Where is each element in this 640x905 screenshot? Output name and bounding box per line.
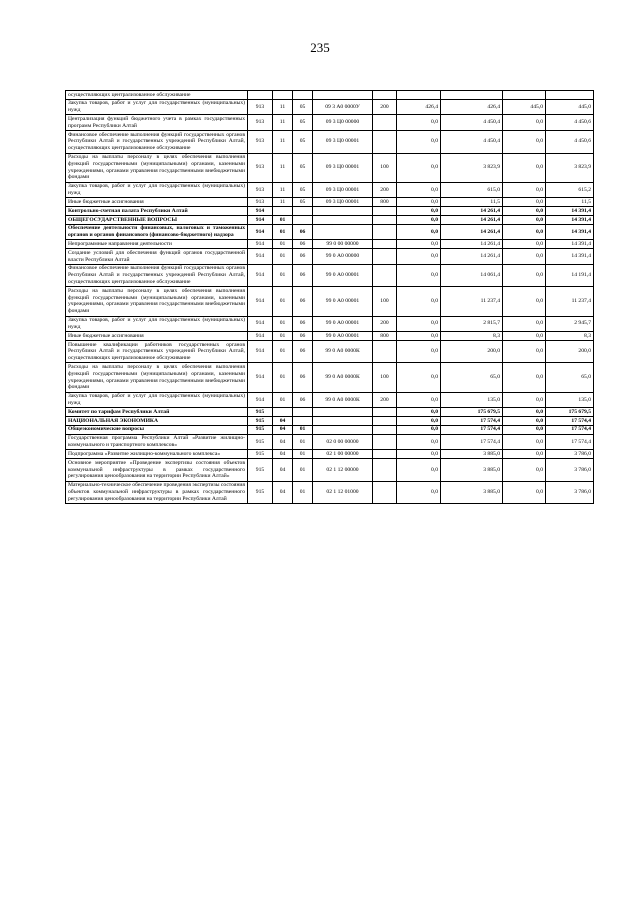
cell-amount-4: 2 945,7 — [546, 316, 594, 332]
cell-section-code: 11 — [273, 198, 293, 207]
table-row — [66, 316, 594, 332]
cell-expense-type-code — [373, 434, 397, 450]
cell-section-code: 11 — [273, 99, 293, 115]
cell-expense-type-code: 800 — [373, 332, 397, 341]
table-row — [66, 249, 594, 265]
cell-row-name: Комитет по тарифам Республики Алтай — [66, 408, 248, 417]
cell-target-article-code — [313, 417, 373, 426]
cell-row-name: Государственная программа Республики Алтай «Развитие жилищно-коммунального и транспортного комплексов» — [66, 434, 248, 450]
cell-amount-4 — [546, 91, 594, 100]
cell-amount-1 — [397, 91, 441, 100]
cell-expense-type-code — [373, 207, 397, 216]
cell-subsection-code: 05 — [293, 115, 313, 131]
cell-expense-type-code — [373, 240, 397, 249]
cell-row-name: осуществляющих централизованное обслуживание — [66, 91, 248, 100]
cell-gov-code: 914 — [248, 224, 273, 240]
table-row — [66, 363, 594, 392]
cell-section-code: 01 — [273, 392, 293, 408]
cell-expense-type-code: 200 — [373, 316, 397, 332]
cell-expense-type-code: 200 — [373, 182, 397, 198]
cell-section-code: 01 — [273, 332, 293, 341]
cell-target-article-code: 99 0 А0 00001 — [313, 287, 373, 316]
cell-expense-type-code — [373, 417, 397, 426]
table-row — [66, 224, 594, 240]
cell-amount-3: 0,0 — [503, 240, 546, 249]
table-row — [66, 207, 594, 216]
cell-amount-4: 3 823,9 — [546, 153, 594, 182]
cell-row-name: Централизация функций бюджетного учета в рамках государственных программ Республики Алтай — [66, 115, 248, 131]
cell-row-name: Закупка товаров, работ и услуг для государственных (муниципальных) нужд — [66, 182, 248, 198]
table-row — [66, 459, 594, 481]
cell-amount-1: 0,0 — [397, 287, 441, 316]
cell-target-article-code: 09 3 Ц0 00001 — [313, 198, 373, 207]
cell-target-article-code: 99 0 А0 0000К — [313, 363, 373, 392]
cell-section-code: 01 — [273, 216, 293, 225]
cell-amount-3: 0,0 — [503, 249, 546, 265]
cell-amount-3: 0,0 — [503, 182, 546, 198]
cell-section-code: 11 — [273, 131, 293, 153]
table-row — [66, 91, 594, 100]
cell-gov-code: 915 — [248, 408, 273, 417]
cell-amount-2: 11,5 — [441, 198, 503, 207]
cell-amount-2: 175 679,5 — [441, 408, 503, 417]
cell-amount-4: 135,0 — [546, 392, 594, 408]
cell-amount-3: 0,0 — [503, 224, 546, 240]
cell-section-code: 01 — [273, 287, 293, 316]
cell-subsection-code: 06 — [293, 287, 313, 316]
cell-amount-4: 8,3 — [546, 332, 594, 341]
cell-amount-4: 3 786,0 — [546, 450, 594, 459]
cell-subsection-code: 05 — [293, 99, 313, 115]
cell-amount-1: 0,0 — [397, 249, 441, 265]
cell-row-name: Создание условий для обеспечения функций органов государственной власти Республики Алтай — [66, 249, 248, 265]
cell-amount-4: 14 391,4 — [546, 240, 594, 249]
cell-gov-code: 914 — [248, 207, 273, 216]
cell-amount-2: 65,0 — [441, 363, 503, 392]
cell-gov-code: 913 — [248, 99, 273, 115]
cell-subsection-code: 01 — [293, 425, 313, 434]
table-row — [66, 153, 594, 182]
cell-gov-code: 914 — [248, 332, 273, 341]
cell-row-name: Контрольно-счетная палата Республики Алтай — [66, 207, 248, 216]
cell-expense-type-code: 200 — [373, 392, 397, 408]
cell-row-name: Расходы на выплаты персоналу в целях обеспечения выполнения функций государственными (муниципальными) органами, казенными учреждениями, органами управления государственными внебюджетными фондами — [66, 153, 248, 182]
cell-subsection-code: 01 — [293, 450, 313, 459]
cell-target-article-code — [313, 425, 373, 434]
cell-amount-3: 0,0 — [503, 316, 546, 332]
table-row — [66, 450, 594, 459]
cell-row-name: Подпрограмма «Развитие жилищно-коммунального комплекса» — [66, 450, 248, 459]
cell-gov-code: 913 — [248, 115, 273, 131]
cell-subsection-code: 06 — [293, 392, 313, 408]
cell-gov-code: 915 — [248, 425, 273, 434]
cell-row-name: Финансовое обеспечение выполнения функций государственных органов Республики Алтай и государственных учреждений Республики Алтай, осуществляющих централизованное обслуживание — [66, 264, 248, 286]
table-row — [66, 115, 594, 131]
cell-amount-3: 0,0 — [503, 198, 546, 207]
cell-amount-4: 14 391,4 — [546, 216, 594, 225]
cell-subsection-code: 05 — [293, 131, 313, 153]
table-row — [66, 240, 594, 249]
cell-amount-2: 17 574,4 — [441, 425, 503, 434]
table-row — [66, 417, 594, 426]
cell-subsection-code: 06 — [293, 316, 313, 332]
budget-table — [65, 90, 594, 504]
cell-gov-code: 914 — [248, 216, 273, 225]
cell-section-code: 01 — [273, 224, 293, 240]
cell-gov-code: 915 — [248, 434, 273, 450]
cell-amount-1: 0,0 — [397, 207, 441, 216]
cell-target-article-code: 99 0 00 00000 — [313, 240, 373, 249]
cell-amount-3 — [503, 91, 546, 100]
cell-amount-4: 14 191,4 — [546, 264, 594, 286]
cell-amount-2: 615,0 — [441, 182, 503, 198]
cell-amount-2: 14 261,4 — [441, 240, 503, 249]
cell-gov-code: 914 — [248, 240, 273, 249]
cell-amount-4: 4 450,6 — [546, 131, 594, 153]
cell-amount-2: 4 450,4 — [441, 131, 503, 153]
cell-amount-4: 17 574,4 — [546, 417, 594, 426]
cell-amount-1: 0,0 — [397, 481, 441, 503]
cell-amount-2: 17 574,4 — [441, 417, 503, 426]
cell-amount-1: 0,0 — [397, 450, 441, 459]
cell-amount-2: 14 261,4 — [441, 216, 503, 225]
cell-amount-1: 0,0 — [397, 131, 441, 153]
cell-amount-4: 200,0 — [546, 341, 594, 363]
cell-expense-type-code: 800 — [373, 198, 397, 207]
cell-amount-3: 0,0 — [503, 341, 546, 363]
cell-row-name: Материально-техническое обеспечение проведения экспертизы состояния объектов коммунальной инфраструктуры в рамках государственного регулирования ценообразования на территории Республики Алтай — [66, 481, 248, 503]
cell-gov-code: 915 — [248, 481, 273, 503]
cell-amount-1: 0,0 — [397, 392, 441, 408]
cell-row-name: Повышение квалификации работников государственных органов Республики Алтай и государственных учреждений Республики Алтай, осуществляющих централизованное обслуживание — [66, 341, 248, 363]
cell-target-article-code: 02 1 12 00000 — [313, 459, 373, 481]
cell-amount-1: 0,0 — [397, 153, 441, 182]
cell-row-name: Общеэкономические вопросы — [66, 425, 248, 434]
cell-amount-2: 11 237,4 — [441, 287, 503, 316]
cell-amount-2: 135,0 — [441, 392, 503, 408]
cell-subsection-code — [293, 216, 313, 225]
cell-row-name: Обеспечение деятельности финансовых, налоговых и таможенных органов и органов финансового (финансово-бюджетного) надзора — [66, 224, 248, 240]
cell-target-article-code: 09 3 Ц0 00001 — [313, 131, 373, 153]
table-row — [66, 332, 594, 341]
cell-amount-3: 445,0 — [503, 99, 546, 115]
cell-amount-4: 3 786,0 — [546, 459, 594, 481]
cell-amount-2: 426,4 — [441, 99, 503, 115]
cell-target-article-code: 99 0 А0 00001 — [313, 264, 373, 286]
cell-amount-3: 0,0 — [503, 332, 546, 341]
cell-gov-code: 914 — [248, 316, 273, 332]
cell-subsection-code: 05 — [293, 182, 313, 198]
cell-amount-2: 3 885,0 — [441, 450, 503, 459]
cell-amount-2: 8,3 — [441, 332, 503, 341]
cell-amount-4: 14 391,4 — [546, 207, 594, 216]
cell-amount-4: 17 574,4 — [546, 425, 594, 434]
table-row — [66, 392, 594, 408]
cell-gov-code: 913 — [248, 182, 273, 198]
cell-row-name: Закупка товаров, работ и услуг для государственных (муниципальных) нужд — [66, 316, 248, 332]
cell-amount-1: 0,0 — [397, 216, 441, 225]
table-row — [66, 287, 594, 316]
cell-subsection-code — [293, 417, 313, 426]
cell-amount-2: 14 061,4 — [441, 264, 503, 286]
cell-amount-4: 3 786,0 — [546, 481, 594, 503]
cell-target-article-code: 99 0 А0 00001 — [313, 316, 373, 332]
cell-row-name: Непрограммные направления деятельности — [66, 240, 248, 249]
cell-amount-4: 11 237,4 — [546, 287, 594, 316]
cell-amount-3: 0,0 — [503, 287, 546, 316]
cell-target-article-code: 02 1 12 01000 — [313, 481, 373, 503]
cell-section-code: 01 — [273, 316, 293, 332]
cell-amount-3: 0,0 — [503, 392, 546, 408]
cell-gov-code: 913 — [248, 153, 273, 182]
cell-target-article-code: 99 0 А0 0000К — [313, 392, 373, 408]
cell-subsection-code: 01 — [293, 481, 313, 503]
cell-subsection-code: 06 — [293, 332, 313, 341]
cell-gov-code: 914 — [248, 392, 273, 408]
table-row — [66, 216, 594, 225]
cell-target-article-code: 09 3 Ц0 00000 — [313, 115, 373, 131]
cell-section-code: 04 — [273, 450, 293, 459]
cell-amount-1: 0,0 — [397, 115, 441, 131]
cell-subsection-code: 05 — [293, 153, 313, 182]
cell-target-article-code: 99 0 А0 00000 — [313, 249, 373, 265]
cell-expense-type-code — [373, 264, 397, 286]
cell-expense-type-code: 100 — [373, 287, 397, 316]
cell-amount-3: 0,0 — [503, 363, 546, 392]
cell-expense-type-code — [373, 224, 397, 240]
cell-subsection-code: 06 — [293, 224, 313, 240]
cell-amount-3: 0,0 — [503, 417, 546, 426]
cell-amount-2: 14 261,4 — [441, 224, 503, 240]
cell-amount-1: 0,0 — [397, 459, 441, 481]
cell-subsection-code: 06 — [293, 341, 313, 363]
cell-section-code — [273, 207, 293, 216]
cell-row-name: Финансовое обеспечение выполнения функций государственных органов Республики Алтай и государственных учреждений Республики Алтай, осуществляющих централизованное обслуживание — [66, 131, 248, 153]
cell-target-article-code — [313, 91, 373, 100]
cell-row-name: Закупка товаров, работ и услуг для государственных (муниципальных) нужд — [66, 99, 248, 115]
cell-subsection-code: 05 — [293, 198, 313, 207]
cell-section-code: 04 — [273, 459, 293, 481]
cell-row-name: Иные бюджетные ассигнования — [66, 332, 248, 341]
cell-expense-type-code — [373, 216, 397, 225]
cell-amount-1: 0,0 — [397, 425, 441, 434]
cell-amount-3: 0,0 — [503, 481, 546, 503]
cell-amount-2: 3 885,0 — [441, 459, 503, 481]
cell-amount-4: 11,5 — [546, 198, 594, 207]
cell-amount-1: 0,0 — [397, 316, 441, 332]
cell-expense-type-code — [373, 408, 397, 417]
cell-amount-2 — [441, 91, 503, 100]
cell-gov-code: 914 — [248, 341, 273, 363]
cell-expense-type-code — [373, 481, 397, 503]
cell-section-code: 01 — [273, 249, 293, 265]
cell-target-article-code: 02 0 00 00000 — [313, 434, 373, 450]
cell-amount-1: 0,0 — [397, 408, 441, 417]
cell-row-name: Расходы на выплаты персоналу в целях обеспечения выполнения функций государственными (муниципальными) органами, казенными учреждениями, органами управления государственными внебюджетными фондами — [66, 287, 248, 316]
cell-amount-4: 4 450,6 — [546, 115, 594, 131]
cell-row-name: ОБЩЕГОСУДАРСТВЕННЫЕ ВОПРОСЫ — [66, 216, 248, 225]
cell-amount-3: 0,0 — [503, 115, 546, 131]
cell-expense-type-code: 100 — [373, 363, 397, 392]
table-row — [66, 99, 594, 115]
cell-expense-type-code — [373, 341, 397, 363]
cell-section-code: 04 — [273, 417, 293, 426]
cell-section-code: 01 — [273, 341, 293, 363]
cell-amount-4: 615,2 — [546, 182, 594, 198]
cell-section-code: 01 — [273, 240, 293, 249]
table-row — [66, 131, 594, 153]
cell-subsection-code: 01 — [293, 434, 313, 450]
cell-amount-1: 0,0 — [397, 417, 441, 426]
cell-gov-code: 914 — [248, 363, 273, 392]
cell-amount-2: 14 261,4 — [441, 249, 503, 265]
cell-amount-3: 0,0 — [503, 216, 546, 225]
cell-row-name: Иные бюджетные ассигнования — [66, 198, 248, 207]
cell-amount-2: 4 450,4 — [441, 115, 503, 131]
table-row — [66, 182, 594, 198]
cell-section-code: 11 — [273, 153, 293, 182]
table-row — [66, 264, 594, 286]
cell-amount-1: 0,0 — [397, 240, 441, 249]
cell-target-article-code — [313, 216, 373, 225]
cell-amount-4: 445,0 — [546, 99, 594, 115]
cell-section-code — [273, 408, 293, 417]
cell-amount-1: 0,0 — [397, 434, 441, 450]
cell-row-name: Основное мероприятие «Проведение экспертизы состояния объектов коммунальной инфраструктуры в рамках государственного регулирования ценообразования на территории Республики Алтай» — [66, 459, 248, 481]
cell-subsection-code: 01 — [293, 459, 313, 481]
cell-section-code: 11 — [273, 182, 293, 198]
cell-gov-code — [248, 91, 273, 100]
cell-amount-2: 3 885,0 — [441, 481, 503, 503]
cell-section-code: 01 — [273, 264, 293, 286]
cell-section-code: 11 — [273, 115, 293, 131]
cell-row-name: Закупка товаров, работ и услуг для государственных (муниципальных) нужд — [66, 392, 248, 408]
cell-gov-code: 915 — [248, 459, 273, 481]
cell-amount-2: 2 815,7 — [441, 316, 503, 332]
table-row — [66, 481, 594, 503]
cell-amount-4: 175 679,5 — [546, 408, 594, 417]
cell-target-article-code: 99 0 А0 0000К — [313, 341, 373, 363]
cell-row-name: Расходы на выплаты персоналу в целях обеспечения выполнения функций государственными (муниципальными) органами, казенными учреждениями, органами управления государственными внебюджетными фондами — [66, 363, 248, 392]
cell-target-article-code: 09 3 Ц0 00001 — [313, 182, 373, 198]
cell-amount-1: 0,0 — [397, 264, 441, 286]
cell-amount-1: 0,0 — [397, 224, 441, 240]
cell-amount-4: 17 574,4 — [546, 434, 594, 450]
cell-amount-4: 14 391,4 — [546, 249, 594, 265]
cell-expense-type-code — [373, 425, 397, 434]
cell-target-article-code — [313, 224, 373, 240]
cell-expense-type-code — [373, 459, 397, 481]
cell-gov-code: 915 — [248, 417, 273, 426]
cell-amount-2: 17 574,4 — [441, 434, 503, 450]
cell-gov-code: 914 — [248, 287, 273, 316]
cell-amount-3: 0,0 — [503, 425, 546, 434]
cell-section-code: 04 — [273, 434, 293, 450]
cell-amount-4: 65,0 — [546, 363, 594, 392]
cell-section-code: 04 — [273, 481, 293, 503]
cell-expense-type-code — [373, 115, 397, 131]
table-row — [66, 341, 594, 363]
cell-amount-1: 0,0 — [397, 363, 441, 392]
table-row — [66, 408, 594, 417]
cell-target-article-code: 99 0 А0 00001 — [313, 332, 373, 341]
cell-subsection-code: 06 — [293, 264, 313, 286]
cell-subsection-code: 06 — [293, 249, 313, 265]
cell-section-code — [273, 91, 293, 100]
cell-subsection-code — [293, 408, 313, 417]
cell-amount-1: 426,4 — [397, 99, 441, 115]
cell-target-article-code: 09 3 Ц0 00001 — [313, 153, 373, 182]
cell-expense-type-code — [373, 249, 397, 265]
cell-gov-code: 913 — [248, 131, 273, 153]
table-row — [66, 434, 594, 450]
cell-target-article-code: 09 3 А0 0000У — [313, 99, 373, 115]
page-number: 235 — [310, 40, 330, 55]
cell-amount-1: 0,0 — [397, 182, 441, 198]
cell-expense-type-code: 100 — [373, 153, 397, 182]
cell-amount-3: 0,0 — [503, 153, 546, 182]
cell-gov-code: 914 — [248, 264, 273, 286]
table-row — [66, 425, 594, 434]
cell-amount-4: 14 391,4 — [546, 224, 594, 240]
cell-amount-3: 0,0 — [503, 207, 546, 216]
cell-subsection-code: 06 — [293, 363, 313, 392]
cell-amount-3: 0,0 — [503, 264, 546, 286]
cell-amount-3: 0,0 — [503, 131, 546, 153]
cell-amount-1: 0,0 — [397, 341, 441, 363]
cell-gov-code: 915 — [248, 450, 273, 459]
cell-amount-3: 0,0 — [503, 434, 546, 450]
cell-amount-2: 3 823,9 — [441, 153, 503, 182]
cell-section-code: 04 — [273, 425, 293, 434]
cell-gov-code: 913 — [248, 198, 273, 207]
cell-expense-type-code: 200 — [373, 99, 397, 115]
cell-section-code: 01 — [273, 363, 293, 392]
cell-amount-3: 0,0 — [503, 408, 546, 417]
cell-expense-type-code — [373, 131, 397, 153]
cell-gov-code: 914 — [248, 249, 273, 265]
cell-subsection-code — [293, 91, 313, 100]
cell-amount-3: 0,0 — [503, 450, 546, 459]
cell-subsection-code — [293, 207, 313, 216]
cell-target-article-code — [313, 207, 373, 216]
table-row — [66, 198, 594, 207]
cell-amount-2: 200,0 — [441, 341, 503, 363]
cell-amount-1: 0,0 — [397, 198, 441, 207]
cell-amount-1: 0,0 — [397, 332, 441, 341]
cell-target-article-code — [313, 408, 373, 417]
cell-expense-type-code — [373, 91, 397, 100]
cell-amount-3: 0,0 — [503, 459, 546, 481]
budget-table-body — [66, 91, 594, 504]
cell-subsection-code: 06 — [293, 240, 313, 249]
cell-amount-2: 14 261,4 — [441, 207, 503, 216]
cell-row-name: НАЦИОНАЛЬНАЯ ЭКОНОМИКА — [66, 417, 248, 426]
cell-target-article-code: 02 1 00 00000 — [313, 450, 373, 459]
cell-expense-type-code — [373, 450, 397, 459]
